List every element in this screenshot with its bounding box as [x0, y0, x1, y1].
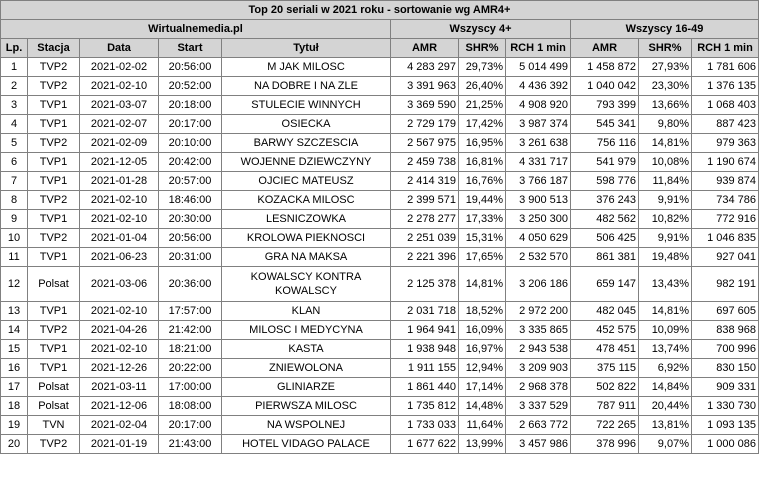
- table-row: [1, 321, 759, 340]
- cell-amr-1649: 659 147: [571, 267, 639, 302]
- col-header-start: Start: [159, 39, 222, 58]
- table-row: [1, 416, 759, 435]
- cell-rch-1649: 697 605: [692, 302, 759, 321]
- cell-shr: 16,97%: [459, 340, 506, 359]
- col-header-station: Stacja: [28, 39, 80, 58]
- cell-shr: 17,42%: [459, 115, 506, 134]
- cell-amr: 1 938 948: [391, 340, 459, 359]
- cell-rch: 2 972 200: [506, 302, 571, 321]
- cell-start: 20:52:00: [159, 77, 222, 96]
- cell-date: 2021-02-10: [80, 77, 159, 96]
- cell-shr: 26,40%: [459, 77, 506, 96]
- cell-date: 2021-12-05: [80, 153, 159, 172]
- cell-rch-1649: 909 331: [692, 378, 759, 397]
- cell-date: 2021-02-10: [80, 340, 159, 359]
- cell-shr: 18,52%: [459, 302, 506, 321]
- group-header-all4: Wszyscy 4+: [391, 20, 571, 39]
- cell-rch-1649: 1 376 135: [692, 77, 759, 96]
- cell-title: WOJENNE DZIEWCZYNY: [222, 153, 391, 172]
- cell-start: 20:22:00: [159, 359, 222, 378]
- table-row: [1, 115, 759, 134]
- cell-title: KOWALSCY KONTRA KOWALSCY: [222, 267, 391, 302]
- cell-amr: 3 391 963: [391, 77, 459, 96]
- cell-lp: 17: [1, 378, 28, 397]
- cell-shr: 15,31%: [459, 229, 506, 248]
- cell-lp: 2: [1, 77, 28, 96]
- cell-station: TVP1: [28, 115, 80, 134]
- cell-rch: 2 532 570: [506, 248, 571, 267]
- cell-amr: 2 567 975: [391, 134, 459, 153]
- cell-shr-1649: 19,48%: [639, 248, 692, 267]
- cell-amr-1649: 598 776: [571, 172, 639, 191]
- cell-shr-1649: 9,07%: [639, 435, 692, 454]
- cell-rch-1649: 1 190 674: [692, 153, 759, 172]
- cell-shr: 29,73%: [459, 58, 506, 77]
- cell-lp: 11: [1, 248, 28, 267]
- cell-shr-1649: 9,91%: [639, 229, 692, 248]
- cell-station: TVP1: [28, 172, 80, 191]
- cell-date: 2021-02-10: [80, 302, 159, 321]
- cell-amr: 2 221 396: [391, 248, 459, 267]
- table-row: [1, 172, 759, 191]
- cell-amr: 2 251 039: [391, 229, 459, 248]
- table-row: [1, 77, 759, 96]
- cell-title: M JAK MILOSC: [222, 58, 391, 77]
- table-row: [1, 359, 759, 378]
- cell-rch-1649: 927 041: [692, 248, 759, 267]
- cell-shr: 17,65%: [459, 248, 506, 267]
- cell-rch-1649: 838 968: [692, 321, 759, 340]
- col-header-rch: RCH 1 min: [506, 39, 571, 58]
- cell-rch: 3 337 529: [506, 397, 571, 416]
- cell-lp: 19: [1, 416, 28, 435]
- cell-title: BARWY SZCZESCIA: [222, 134, 391, 153]
- cell-rch: 5 014 499: [506, 58, 571, 77]
- cell-amr: 1 677 622: [391, 435, 459, 454]
- cell-rch-1649: 830 150: [692, 359, 759, 378]
- cell-station: TVP1: [28, 340, 80, 359]
- cell-shr-1649: 9,91%: [639, 191, 692, 210]
- cell-shr-1649: 14,81%: [639, 134, 692, 153]
- cell-rch-1649: 1 068 403: [692, 96, 759, 115]
- cell-date: 2021-03-07: [80, 96, 159, 115]
- cell-start: 18:08:00: [159, 397, 222, 416]
- cell-title: KROLOWA PIEKNOSCI: [222, 229, 391, 248]
- table-row: [1, 302, 759, 321]
- cell-title: KASTA: [222, 340, 391, 359]
- cell-rch: 2 968 378: [506, 378, 571, 397]
- cell-shr-1649: 10,08%: [639, 153, 692, 172]
- cell-rch: 2 663 772: [506, 416, 571, 435]
- cell-start: 18:46:00: [159, 191, 222, 210]
- cell-shr-1649: 14,84%: [639, 378, 692, 397]
- cell-amr: 2 278 277: [391, 210, 459, 229]
- cell-rch: 3 261 638: [506, 134, 571, 153]
- cell-station: TVP1: [28, 210, 80, 229]
- cell-date: 2021-02-09: [80, 134, 159, 153]
- cell-start: 18:21:00: [159, 340, 222, 359]
- table-row: [1, 248, 759, 267]
- cell-date: 2021-01-19: [80, 435, 159, 454]
- cell-date: 2021-04-26: [80, 321, 159, 340]
- cell-title: KLAN: [222, 302, 391, 321]
- table-row: [1, 435, 759, 454]
- cell-station: TVP1: [28, 153, 80, 172]
- cell-date: 2021-12-26: [80, 359, 159, 378]
- cell-shr-1649: 27,93%: [639, 58, 692, 77]
- cell-lp: 4: [1, 115, 28, 134]
- cell-amr-1649: 1 458 872: [571, 58, 639, 77]
- cell-start: 20:56:00: [159, 58, 222, 77]
- cell-shr: 13,99%: [459, 435, 506, 454]
- col-header-title: Tytuł: [222, 39, 391, 58]
- table-row: [1, 397, 759, 416]
- cell-station: TVP1: [28, 302, 80, 321]
- col-header-shr: SHR%: [459, 39, 506, 58]
- cell-start: 17:00:00: [159, 378, 222, 397]
- cell-shr: 17,33%: [459, 210, 506, 229]
- cell-shr-1649: 14,81%: [639, 302, 692, 321]
- cell-shr: 14,48%: [459, 397, 506, 416]
- cell-start: 20:10:00: [159, 134, 222, 153]
- cell-shr: 11,64%: [459, 416, 506, 435]
- cell-amr: 1 735 812: [391, 397, 459, 416]
- cell-shr-1649: 13,81%: [639, 416, 692, 435]
- cell-start: 17:57:00: [159, 302, 222, 321]
- cell-shr-1649: 11,84%: [639, 172, 692, 191]
- cell-shr-1649: 9,80%: [639, 115, 692, 134]
- cell-lp: 15: [1, 340, 28, 359]
- cell-rch: 3 250 300: [506, 210, 571, 229]
- cell-date: 2021-12-06: [80, 397, 159, 416]
- group-header-all1649: Wszyscy 16-49: [571, 20, 759, 39]
- table-row: [1, 229, 759, 248]
- cell-shr: 19,44%: [459, 191, 506, 210]
- cell-lp: 20: [1, 435, 28, 454]
- cell-station: TVP2: [28, 229, 80, 248]
- cell-amr: 2 125 378: [391, 267, 459, 302]
- cell-station: Polsat: [28, 397, 80, 416]
- cell-title: MILOSC I MEDYCYNA: [222, 321, 391, 340]
- cell-rch: 2 943 538: [506, 340, 571, 359]
- cell-title: PIERWSZA MILOSC: [222, 397, 391, 416]
- cell-shr-1649: 10,82%: [639, 210, 692, 229]
- cell-station: TVP1: [28, 96, 80, 115]
- cell-station: TVP2: [28, 435, 80, 454]
- cell-shr-1649: 13,43%: [639, 267, 692, 302]
- cell-amr: 1 861 440: [391, 378, 459, 397]
- cell-amr: 2 414 319: [391, 172, 459, 191]
- cell-title: NA DOBRE I NA ZLE: [222, 77, 391, 96]
- cell-station: TVP2: [28, 58, 80, 77]
- cell-shr: 16,09%: [459, 321, 506, 340]
- source-label: Wirtualnemedia.pl: [1, 20, 391, 39]
- cell-station: TVP2: [28, 134, 80, 153]
- cell-amr-1649: 756 116: [571, 134, 639, 153]
- cell-rch: 3 987 374: [506, 115, 571, 134]
- cell-date: 2021-02-10: [80, 210, 159, 229]
- cell-rch: 4 908 920: [506, 96, 571, 115]
- cell-start: 20:42:00: [159, 153, 222, 172]
- cell-lp: 13: [1, 302, 28, 321]
- cell-lp: 12: [1, 267, 28, 302]
- cell-date: 2021-02-04: [80, 416, 159, 435]
- cell-date: 2021-02-10: [80, 191, 159, 210]
- cell-date: 2021-03-11: [80, 378, 159, 397]
- cell-lp: 1: [1, 58, 28, 77]
- cell-amr-1649: 545 341: [571, 115, 639, 134]
- cell-shr-1649: 6,92%: [639, 359, 692, 378]
- cell-shr: 16,81%: [459, 153, 506, 172]
- cell-station: Polsat: [28, 378, 80, 397]
- cell-shr: 17,14%: [459, 378, 506, 397]
- cell-amr-1649: 1 040 042: [571, 77, 639, 96]
- cell-start: 20:17:00: [159, 115, 222, 134]
- cell-lp: 8: [1, 191, 28, 210]
- col-header-lp: Lp.: [1, 39, 28, 58]
- table-row: [1, 191, 759, 210]
- cell-amr-1649: 478 451: [571, 340, 639, 359]
- cell-shr-1649: 10,09%: [639, 321, 692, 340]
- cell-rch: 4 331 717: [506, 153, 571, 172]
- cell-rch: 4 050 629: [506, 229, 571, 248]
- table-row: [1, 96, 759, 115]
- col-header-rch-1649: RCH 1 min: [692, 39, 759, 58]
- cell-amr-1649: 482 562: [571, 210, 639, 229]
- cell-title: OSIECKA: [222, 115, 391, 134]
- cell-amr-1649: 482 045: [571, 302, 639, 321]
- cell-lp: 6: [1, 153, 28, 172]
- cell-amr-1649: 376 243: [571, 191, 639, 210]
- cell-station: Polsat: [28, 267, 80, 302]
- cell-shr: 16,95%: [459, 134, 506, 153]
- cell-title: KOZACKA MILOSC: [222, 191, 391, 210]
- cell-shr: 14,81%: [459, 267, 506, 302]
- table-row: [1, 378, 759, 397]
- cell-rch-1649: 979 363: [692, 134, 759, 153]
- cell-lp: 9: [1, 210, 28, 229]
- cell-rch-1649: 700 996: [692, 340, 759, 359]
- col-header-date: Data: [80, 39, 159, 58]
- cell-amr-1649: 506 425: [571, 229, 639, 248]
- cell-amr-1649: 787 911: [571, 397, 639, 416]
- cell-station: TVP1: [28, 248, 80, 267]
- cell-rch-1649: 1 781 606: [692, 58, 759, 77]
- cell-title: HOTEL VIDAGO PALACE: [222, 435, 391, 454]
- table-row: [1, 153, 759, 172]
- cell-lp: 10: [1, 229, 28, 248]
- cell-title: OJCIEC MATEUSZ: [222, 172, 391, 191]
- cell-shr-1649: 20,44%: [639, 397, 692, 416]
- cell-date: 2021-03-06: [80, 267, 159, 302]
- cell-station: TVP1: [28, 359, 80, 378]
- cell-rch: 3 209 903: [506, 359, 571, 378]
- cell-rch-1649: 1 093 135: [692, 416, 759, 435]
- cell-station: TVP2: [28, 321, 80, 340]
- cell-shr-1649: 23,30%: [639, 77, 692, 96]
- cell-station: TVN: [28, 416, 80, 435]
- col-header-amr-1649: AMR: [571, 39, 639, 58]
- table-row: [1, 134, 759, 153]
- cell-start: 20:56:00: [159, 229, 222, 248]
- cell-rch: 3 766 187: [506, 172, 571, 191]
- cell-rch: 3 335 865: [506, 321, 571, 340]
- cell-start: 20:57:00: [159, 172, 222, 191]
- cell-date: 2021-06-23: [80, 248, 159, 267]
- cell-shr: 21,25%: [459, 96, 506, 115]
- cell-shr-1649: 13,74%: [639, 340, 692, 359]
- cell-rch: 4 436 392: [506, 77, 571, 96]
- cell-amr: 2 459 738: [391, 153, 459, 172]
- cell-date: 2021-02-02: [80, 58, 159, 77]
- cell-rch-1649: 939 874: [692, 172, 759, 191]
- cell-rch-1649: 1 000 086: [692, 435, 759, 454]
- table-row: [1, 58, 759, 77]
- cell-start: 20:30:00: [159, 210, 222, 229]
- cell-amr-1649: 502 822: [571, 378, 639, 397]
- cell-amr-1649: 722 265: [571, 416, 639, 435]
- cell-lp: 18: [1, 397, 28, 416]
- cell-title: ZNIEWOLONA: [222, 359, 391, 378]
- cell-title: STULECIE WINNYCH: [222, 96, 391, 115]
- cell-start: 20:36:00: [159, 267, 222, 302]
- table-row: [1, 267, 759, 302]
- cell-amr: 1 911 155: [391, 359, 459, 378]
- cell-date: 2021-01-28: [80, 172, 159, 191]
- col-header-shr-1649: SHR%: [639, 39, 692, 58]
- table-title: Top 20 seriali w 2021 roku - sortowanie wg AMR4+: [1, 1, 759, 20]
- cell-rch-1649: 734 786: [692, 191, 759, 210]
- cell-amr-1649: 378 996: [571, 435, 639, 454]
- cell-start: 20:31:00: [159, 248, 222, 267]
- table-row: [1, 340, 759, 359]
- cell-rch: 3 457 986: [506, 435, 571, 454]
- cell-amr: 1 964 941: [391, 321, 459, 340]
- cell-rch-1649: 772 916: [692, 210, 759, 229]
- cell-amr: 2 031 718: [391, 302, 459, 321]
- cell-amr: 1 733 033: [391, 416, 459, 435]
- cell-amr-1649: 861 381: [571, 248, 639, 267]
- cell-amr: 2 729 179: [391, 115, 459, 134]
- cell-rch-1649: 1 330 730: [692, 397, 759, 416]
- cell-rch-1649: 982 191: [692, 267, 759, 302]
- table-row: [1, 210, 759, 229]
- cell-shr: 16,76%: [459, 172, 506, 191]
- cell-start: 21:43:00: [159, 435, 222, 454]
- cell-lp: 14: [1, 321, 28, 340]
- cell-date: 2021-02-07: [80, 115, 159, 134]
- cell-amr-1649: 452 575: [571, 321, 639, 340]
- cell-amr-1649: 375 115: [571, 359, 639, 378]
- cell-rch: 3 206 186: [506, 267, 571, 302]
- cell-amr: 2 399 571: [391, 191, 459, 210]
- cell-start: 21:42:00: [159, 321, 222, 340]
- cell-start: 20:18:00: [159, 96, 222, 115]
- cell-lp: 7: [1, 172, 28, 191]
- col-header-amr: AMR: [391, 39, 459, 58]
- cell-date: 2021-01-04: [80, 229, 159, 248]
- cell-title: NA WSPOLNEJ: [222, 416, 391, 435]
- cell-lp: 16: [1, 359, 28, 378]
- cell-shr-1649: 13,66%: [639, 96, 692, 115]
- cell-rch: 3 900 513: [506, 191, 571, 210]
- cell-lp: 5: [1, 134, 28, 153]
- cell-title: GLINIARZE: [222, 378, 391, 397]
- cell-station: TVP2: [28, 191, 80, 210]
- cell-title: GRA NA MAKSA: [222, 248, 391, 267]
- cell-start: 20:17:00: [159, 416, 222, 435]
- cell-amr: 3 369 590: [391, 96, 459, 115]
- cell-shr: 12,94%: [459, 359, 506, 378]
- cell-rch-1649: 887 423: [692, 115, 759, 134]
- cell-amr-1649: 541 979: [571, 153, 639, 172]
- cell-title: LESNICZOWKA: [222, 210, 391, 229]
- cell-amr: 4 283 297: [391, 58, 459, 77]
- cell-amr-1649: 793 399: [571, 96, 639, 115]
- cell-lp: 3: [1, 96, 28, 115]
- cell-rch-1649: 1 046 835: [692, 229, 759, 248]
- cell-station: TVP2: [28, 77, 80, 96]
